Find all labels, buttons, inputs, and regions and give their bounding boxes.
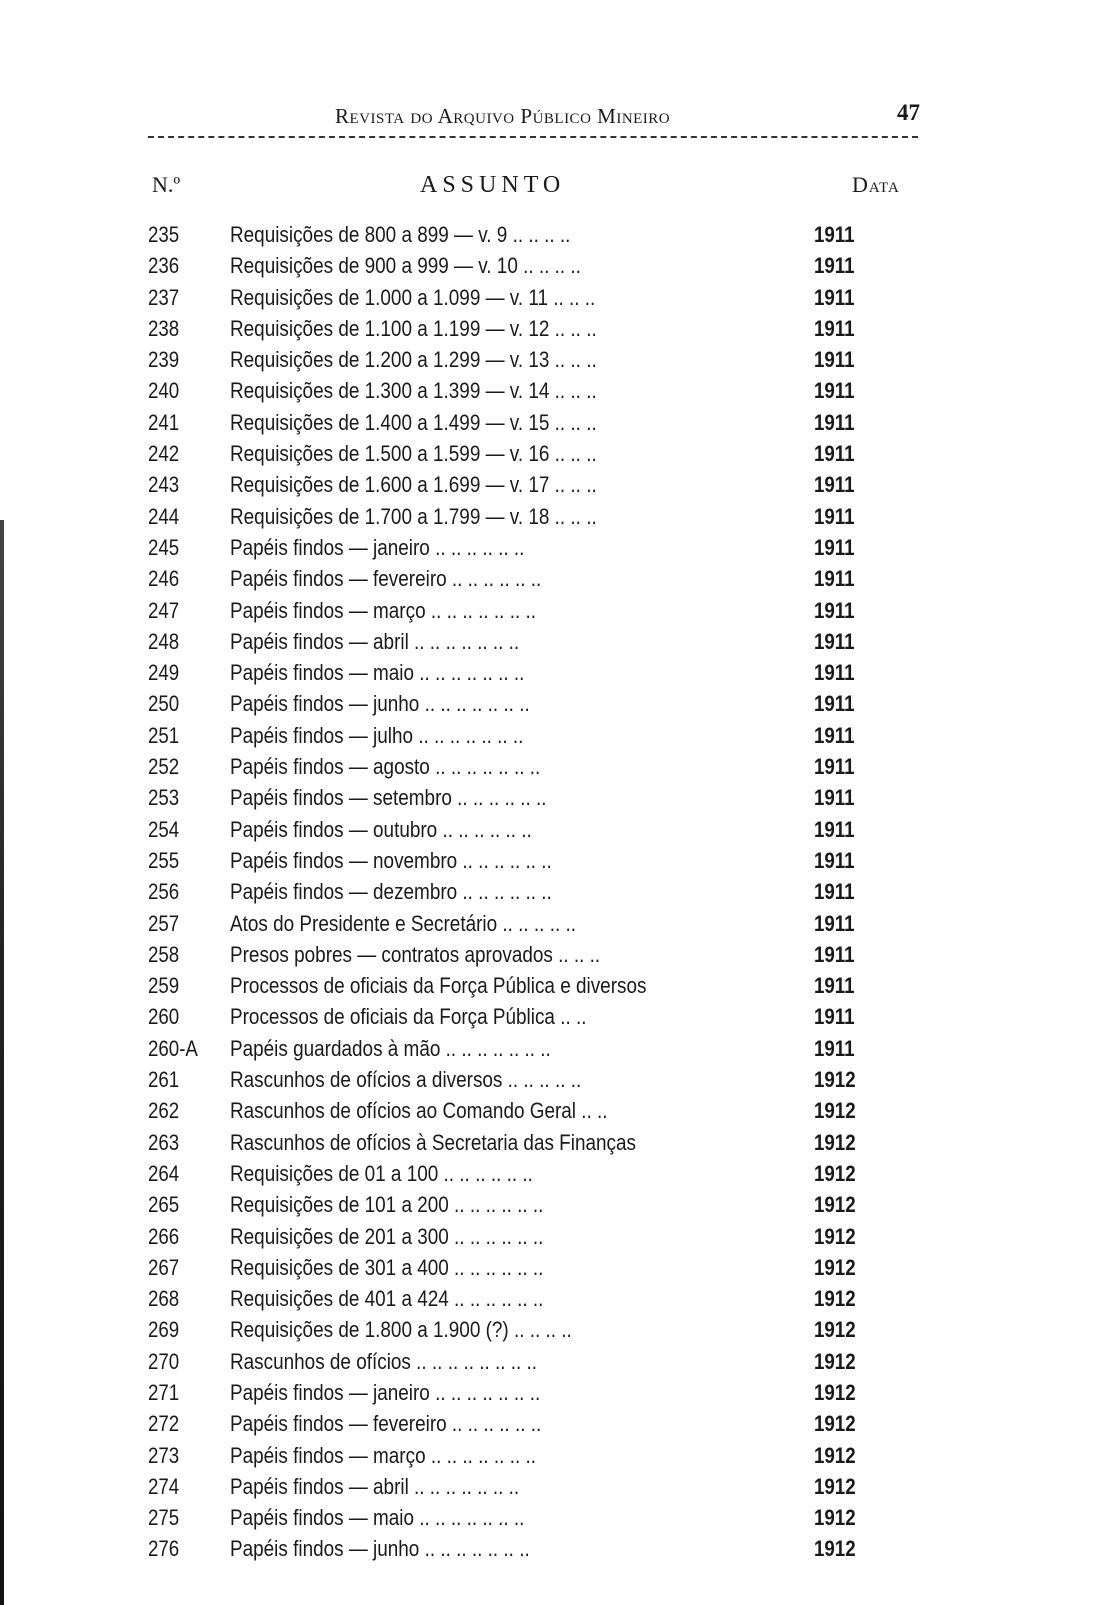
entry-number: 268 <box>148 1286 180 1312</box>
entry-subject: Papéis findos — julho .. .. .. .. .. .. .. <box>230 722 524 748</box>
entry-year: 1911 <box>814 973 855 999</box>
entry-subject: Papéis guardados à mão .. .. .. .. .. .. .. <box>230 1035 551 1061</box>
table-row <box>148 1189 918 1220</box>
table-row <box>148 532 918 563</box>
entry-year: 1911 <box>814 534 855 560</box>
entry-subject: Requisições de 900 a 999 — v. 10 .. .. .. .. <box>230 253 581 279</box>
entry-number: 270 <box>148 1348 180 1374</box>
entry-year: 1912 <box>814 1098 856 1124</box>
entry-number: 276 <box>148 1536 180 1562</box>
entry-subject: Rascunhos de ofícios a diversos .. .. .. .. .. <box>230 1067 582 1093</box>
entry-subject: Papéis findos — junho .. .. .. .. .. .. .. <box>230 691 530 717</box>
entry-subject: Requisições de 1.800 a 1.900 (?) .. .. .. .. <box>230 1317 572 1343</box>
table-row <box>148 1095 918 1126</box>
entry-year: 1911 <box>814 503 855 529</box>
entry-year: 1911 <box>814 910 855 936</box>
entry-number: 248 <box>148 628 180 654</box>
column-header-date: Data <box>852 172 900 197</box>
table-row <box>148 1471 918 1502</box>
entry-year: 1912 <box>814 1505 856 1531</box>
entry-subject: Requisições de 1.000 a 1.099 — v. 11 .. .. .. <box>230 284 596 310</box>
table-row <box>148 1064 918 1095</box>
entry-number: 250 <box>148 691 180 717</box>
entry-year: 1911 <box>814 253 855 279</box>
table-row <box>148 313 918 344</box>
entry-year: 1911 <box>814 722 855 748</box>
table-row <box>148 250 918 281</box>
column-header-number: N.º <box>152 172 181 197</box>
table-row <box>148 1158 918 1189</box>
entry-subject: Rascunhos de ofícios ao Comando Geral .. .. <box>230 1098 608 1124</box>
entry-number: 247 <box>148 597 180 623</box>
table-row <box>148 1314 918 1345</box>
entry-subject: Papéis findos — março .. .. .. .. .. .. .. <box>230 1442 536 1468</box>
entry-number: 265 <box>148 1192 180 1218</box>
table-row <box>148 344 918 375</box>
entry-number: 243 <box>148 472 180 498</box>
table-row <box>148 1533 918 1564</box>
entry-number: 267 <box>148 1254 180 1280</box>
column-header-subject: ASSUNTO <box>420 172 566 198</box>
entry-number: 262 <box>148 1098 180 1124</box>
entry-year: 1911 <box>814 597 855 623</box>
entry-subject: Processos de oficiais da Força Pública .. .. <box>230 1004 587 1030</box>
header-rule <box>148 136 918 138</box>
entry-number: 237 <box>148 284 180 310</box>
entry-number: 238 <box>148 315 180 341</box>
entry-number: 260 <box>148 1004 180 1030</box>
table-row <box>148 282 918 313</box>
entry-number: 260-A <box>148 1035 198 1061</box>
entry-number: 236 <box>148 253 180 279</box>
entry-year: 1912 <box>814 1536 856 1562</box>
entry-year: 1912 <box>814 1379 856 1405</box>
entry-subject: Papéis findos — abril .. .. .. .. .. .. .. <box>230 628 520 654</box>
index-table <box>148 219 918 1565</box>
entry-number: 241 <box>148 409 180 435</box>
entry-year: 1911 <box>814 284 855 310</box>
entry-subject: Papéis findos — maio .. .. .. .. .. .. .. <box>230 1505 525 1531</box>
table-row <box>148 1346 918 1377</box>
table-row <box>148 563 918 594</box>
entry-subject: Papéis findos — janeiro .. .. .. .. .. .. .. <box>230 1379 541 1405</box>
entry-number: 246 <box>148 566 180 592</box>
entry-subject: Papéis findos — fevereiro .. .. .. .. .. .. <box>230 1411 542 1437</box>
table-row <box>148 595 918 626</box>
entry-number: 240 <box>148 378 180 404</box>
table-row <box>148 1033 918 1064</box>
entry-number: 253 <box>148 785 180 811</box>
entry-subject: Papéis findos — novembro .. .. .. .. .. .. <box>230 847 552 873</box>
entry-number: 254 <box>148 816 180 842</box>
entry-number: 275 <box>148 1505 180 1531</box>
entry-year: 1911 <box>814 566 855 592</box>
entry-subject: Papéis findos — outubro .. .. .. .. .. .. <box>230 816 532 842</box>
entry-number: 255 <box>148 847 180 873</box>
entry-year: 1911 <box>814 816 855 842</box>
table-row <box>148 657 918 688</box>
entry-year: 1911 <box>814 660 855 686</box>
entry-year: 1911 <box>814 1004 855 1030</box>
entry-subject: Presos pobres — contratos aprovados .. .. .. <box>230 941 601 967</box>
entry-year: 1911 <box>814 691 855 717</box>
entry-subject: Requisições de 1.100 a 1.199 — v. 12 .. .. .. <box>230 315 597 341</box>
entry-number: 251 <box>148 722 180 748</box>
entry-number: 252 <box>148 754 180 780</box>
entry-subject: Requisições de 401 a 424 .. .. .. .. .. .. <box>230 1286 544 1312</box>
entry-subject: Requisições de 1.500 a 1.599 — v. 16 .. .. .. <box>230 441 597 467</box>
entry-year: 1912 <box>814 1411 856 1437</box>
entry-subject: Papéis findos — abril .. .. .. .. .. .. .. <box>230 1473 520 1499</box>
entry-subject: Papéis findos — setembro .. .. .. .. .. .. <box>230 785 547 811</box>
entry-subject: Rascunhos de ofícios à Secretaria das Finanças <box>230 1129 636 1155</box>
table-row <box>148 1440 918 1471</box>
entry-number: 271 <box>148 1379 180 1405</box>
entry-year: 1911 <box>814 628 855 654</box>
entry-subject: Requisições de 1.700 a 1.799 — v. 18 .. .. .. <box>230 503 597 529</box>
entry-year: 1912 <box>814 1317 856 1343</box>
journal-title: Revista do Arquivo Público Mineiro <box>335 104 671 128</box>
entry-subject: Requisições de 301 a 400 .. .. .. .. .. .. <box>230 1254 544 1280</box>
table-row <box>148 219 918 250</box>
entry-number: 272 <box>148 1411 180 1437</box>
entry-number: 235 <box>148 222 180 247</box>
entry-year: 1911 <box>814 754 855 780</box>
entry-subject: Requisições de 1.200 a 1.299 — v. 13 .. .. .. <box>230 347 597 373</box>
table-row <box>148 501 918 532</box>
table-row <box>148 782 918 813</box>
table-row <box>148 1408 918 1439</box>
entry-subject: Requisições de 201 a 300 .. .. .. .. .. .. <box>230 1223 544 1249</box>
page-binding-shadow <box>0 520 4 1605</box>
table-row <box>148 1502 918 1533</box>
entry-number: 274 <box>148 1473 180 1499</box>
entry-number: 273 <box>148 1442 180 1468</box>
entry-year: 1911 <box>814 409 855 435</box>
entry-number: 259 <box>148 973 180 999</box>
entry-subject: Requisições de 01 a 100 .. .. .. .. .. .. <box>230 1160 533 1186</box>
entry-subject: Requisições de 101 a 200 .. .. .. .. .. .. <box>230 1192 544 1218</box>
table-row <box>148 845 918 876</box>
entry-year: 1911 <box>814 441 855 467</box>
table-row <box>148 469 918 500</box>
entry-number: 258 <box>148 941 180 967</box>
entry-number: 266 <box>148 1223 180 1249</box>
entry-year: 1911 <box>814 347 855 373</box>
entry-subject: Papéis findos — dezembro .. .. .. .. .. .. <box>230 879 552 905</box>
entry-subject: Requisições de 1.400 a 1.499 — v. 15 .. .. .. <box>230 409 597 435</box>
entry-year: 1912 <box>814 1067 856 1093</box>
table-row <box>148 814 918 845</box>
entry-number: 249 <box>148 660 180 686</box>
table-row <box>148 970 918 1001</box>
entry-year: 1912 <box>814 1442 856 1468</box>
entry-number: 264 <box>148 1160 180 1186</box>
table-row <box>148 720 918 751</box>
entry-year: 1912 <box>814 1348 856 1374</box>
running-header <box>140 100 920 140</box>
entry-year: 1912 <box>814 1160 856 1186</box>
entry-year: 1912 <box>814 1223 856 1249</box>
entry-subject: Papéis findos — maio .. .. .. .. .. .. .. <box>230 660 525 686</box>
entry-subject: Atos do Presidente e Secretário .. .. .. .. .. <box>230 910 576 936</box>
entry-subject: Papéis findos — março .. .. .. .. .. .. .. <box>230 597 536 623</box>
entry-subject: Papéis findos — junho .. .. .. .. .. .. .. <box>230 1536 530 1562</box>
entry-year: 1911 <box>814 941 855 967</box>
entry-subject: Requisições de 1.300 a 1.399 — v. 14 .. .. .. <box>230 378 597 404</box>
table-row <box>148 688 918 719</box>
entry-year: 1911 <box>814 222 855 247</box>
entry-number: 261 <box>148 1067 180 1093</box>
entry-number: 245 <box>148 534 180 560</box>
table-row <box>148 375 918 406</box>
table-row <box>148 939 918 970</box>
entry-year: 1911 <box>814 315 855 341</box>
entry-year: 1911 <box>814 472 855 498</box>
entry-year: 1912 <box>814 1473 856 1499</box>
entry-year: 1912 <box>814 1129 856 1155</box>
entry-subject: Processos de oficiais da Força Pública e diversos <box>230 973 647 999</box>
entry-subject: Requisições de 1.600 a 1.699 — v. 17 .. .. .. <box>230 472 597 498</box>
table-row <box>148 1221 918 1252</box>
page-number: 47 <box>897 100 920 125</box>
entry-year: 1911 <box>814 879 855 905</box>
entry-subject: Rascunhos de ofícios .. .. .. .. .. .. .. .. <box>230 1348 538 1374</box>
entry-number: 239 <box>148 347 180 373</box>
entry-number: 263 <box>148 1129 180 1155</box>
table-row <box>148 1252 918 1283</box>
table-row <box>148 438 918 469</box>
table-row <box>148 751 918 782</box>
entry-subject: Papéis findos — fevereiro .. .. .. .. .. .. <box>230 566 542 592</box>
table-row <box>148 626 918 657</box>
entry-number: 244 <box>148 503 180 529</box>
table-row <box>148 908 918 939</box>
table-row <box>148 1283 918 1314</box>
table-row <box>148 407 918 438</box>
entry-number: 242 <box>148 441 180 467</box>
table-row <box>148 1001 918 1032</box>
entry-number: 269 <box>148 1317 180 1343</box>
entry-year: 1912 <box>814 1192 856 1218</box>
entry-year: 1912 <box>814 1254 856 1280</box>
entry-year: 1911 <box>814 378 855 404</box>
entry-subject: Requisições de 800 a 899 — v. 9 .. .. .. .. <box>230 222 571 247</box>
entry-year: 1911 <box>814 785 855 811</box>
table-row <box>148 876 918 907</box>
entry-year: 1912 <box>814 1286 856 1312</box>
entry-year: 1911 <box>814 847 855 873</box>
entry-subject: Papéis findos — agosto .. .. .. .. .. .. .. <box>230 754 541 780</box>
table-row <box>148 1377 918 1408</box>
entry-year: 1911 <box>814 1035 855 1061</box>
entry-number: 257 <box>148 910 180 936</box>
table-row <box>148 1127 918 1158</box>
entry-number: 256 <box>148 879 180 905</box>
entry-subject: Papéis findos — janeiro .. .. .. .. .. .. <box>230 534 525 560</box>
